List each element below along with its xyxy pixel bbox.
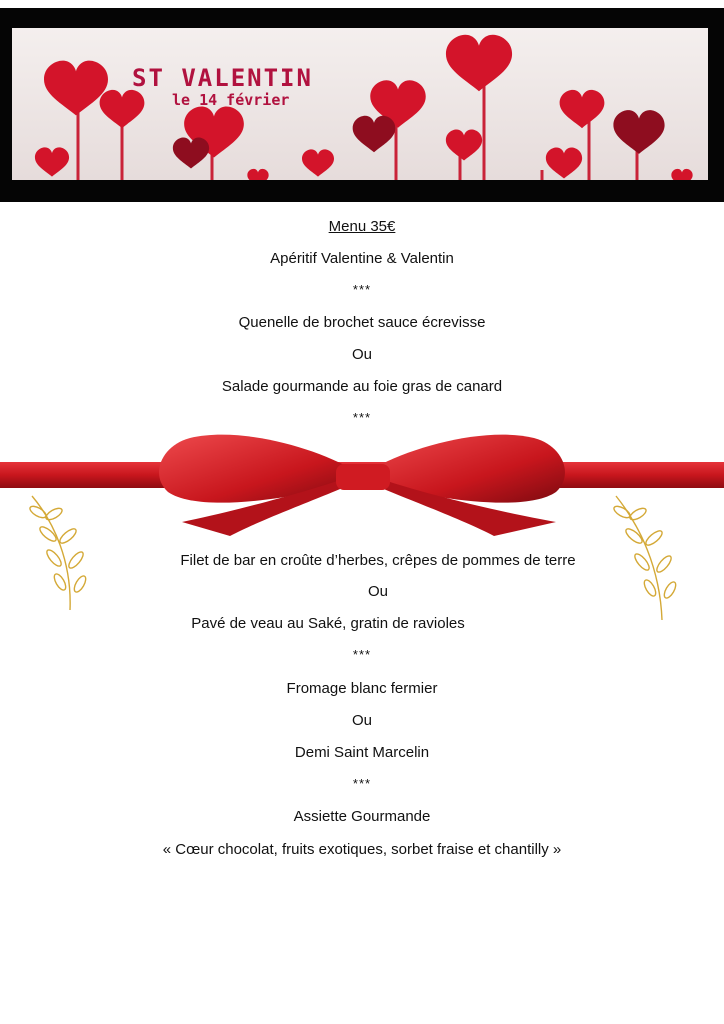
menu-line-or: Ou xyxy=(367,583,388,600)
separator: *** xyxy=(352,776,372,791)
menu-line-or: Ou xyxy=(351,712,372,729)
menu-title: Menu 35€ xyxy=(328,218,396,235)
menu-line-dessert: Assiette Gourmande xyxy=(293,808,431,825)
menu-line-starter-1: Quenelle de brochet sauce écrevisse xyxy=(238,314,486,331)
menu-line-cheese-2: Demi Saint Marcelin xyxy=(294,744,430,761)
menu-line-starter-2: Salade gourmande au foie gras de canard xyxy=(221,378,503,395)
separator: *** xyxy=(352,410,372,425)
menu-line-main-1: Filet de bar en croûte d’herbes, crêpes de pommes de terre xyxy=(180,552,576,569)
banner-title: ST VALENTIN xyxy=(132,64,313,92)
separator: *** xyxy=(352,647,372,662)
menu-line-main-2: Pavé de veau au Saké, gratin de ravioles xyxy=(191,615,465,632)
banner-subtitle: le 14 février xyxy=(172,91,290,109)
menu-line-dessert-detail: « Cœur chocolat, fruits exotiques, sorbet fraise et chantilly » xyxy=(162,841,562,858)
menu-line-or: Ou xyxy=(351,346,372,363)
hearts-banner-image xyxy=(12,28,708,180)
separator: *** xyxy=(352,282,372,297)
valentine-banner xyxy=(12,28,708,180)
menu-line-aperitif: Apéritif Valentine & Valentin xyxy=(270,250,454,267)
menu-line-cheese-1: Fromage blanc fermier xyxy=(286,680,438,697)
